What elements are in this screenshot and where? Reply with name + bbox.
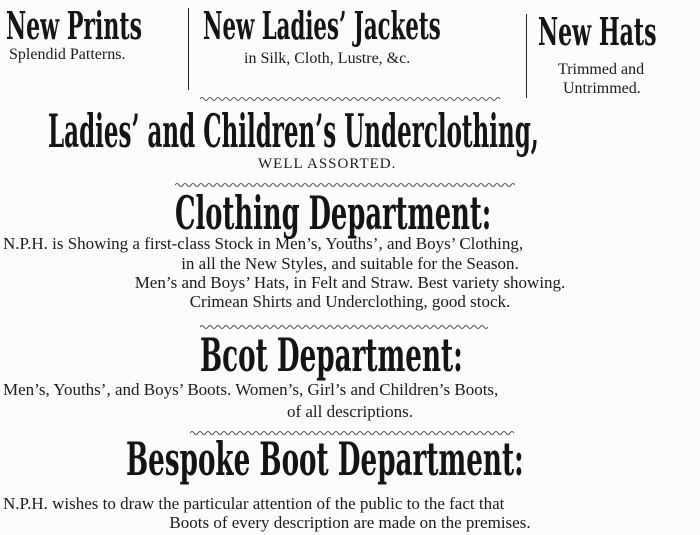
bespoke-line-1: N.P.H. wishes to draw the particular attention of the public to the fact that bbox=[3, 494, 505, 513]
bespoke-boot-department-heading: Bespoke Boot Department: bbox=[126, 432, 524, 486]
new-hats-subtitle-1: Trimmed and bbox=[558, 61, 645, 78]
new-prints-subtitle: Splendid Patterns. bbox=[9, 46, 126, 63]
underclothing-subtitle: WELL ASSORTED. bbox=[258, 156, 397, 172]
clothing-department-heading: Clothing Department: bbox=[175, 186, 492, 240]
new-ladies-jackets-subtitle: in Silk, Cloth, Lustre, &c. bbox=[244, 50, 411, 67]
underclothing-heading: Ladies’ and Children’s Underclothing, bbox=[48, 104, 539, 158]
bespoke-line-2: Boots of every description are made on the premises. bbox=[169, 513, 531, 532]
clothing-line-3: Men’s and Boys’ Hats, in Felt and Straw. Best variety showing. bbox=[134, 273, 566, 292]
clothing-line-4: Crimean Shirts and Underclothing, good stock. bbox=[189, 292, 511, 311]
new-hats-heading: New Hats bbox=[538, 9, 657, 54]
new-hats-subtitle-2: Untrimmed. bbox=[563, 80, 641, 97]
clothing-line-2: in all the New Styles, and suitable for the Season. bbox=[181, 254, 519, 273]
divider-2 bbox=[526, 14, 527, 98]
new-prints-heading: New Prints bbox=[6, 3, 142, 48]
clothing-line-1: N.P.H. is Showing a first-class Stock in Men’s, Youths’, and Boys’ Clothing, bbox=[3, 234, 524, 253]
new-ladies-jackets-heading: New Ladies’ Jackets bbox=[203, 3, 441, 48]
boot-line-2: of all descriptions. bbox=[286, 402, 414, 421]
boot-line-1: Men’s, Youths’, and Boys’ Boots. Women’s, Girl’s and Children’s Boots, bbox=[3, 380, 499, 399]
divider-1 bbox=[188, 8, 189, 90]
boot-department-heading: Bcot Department: bbox=[200, 328, 463, 382]
wavy-rule-1 bbox=[200, 96, 500, 102]
